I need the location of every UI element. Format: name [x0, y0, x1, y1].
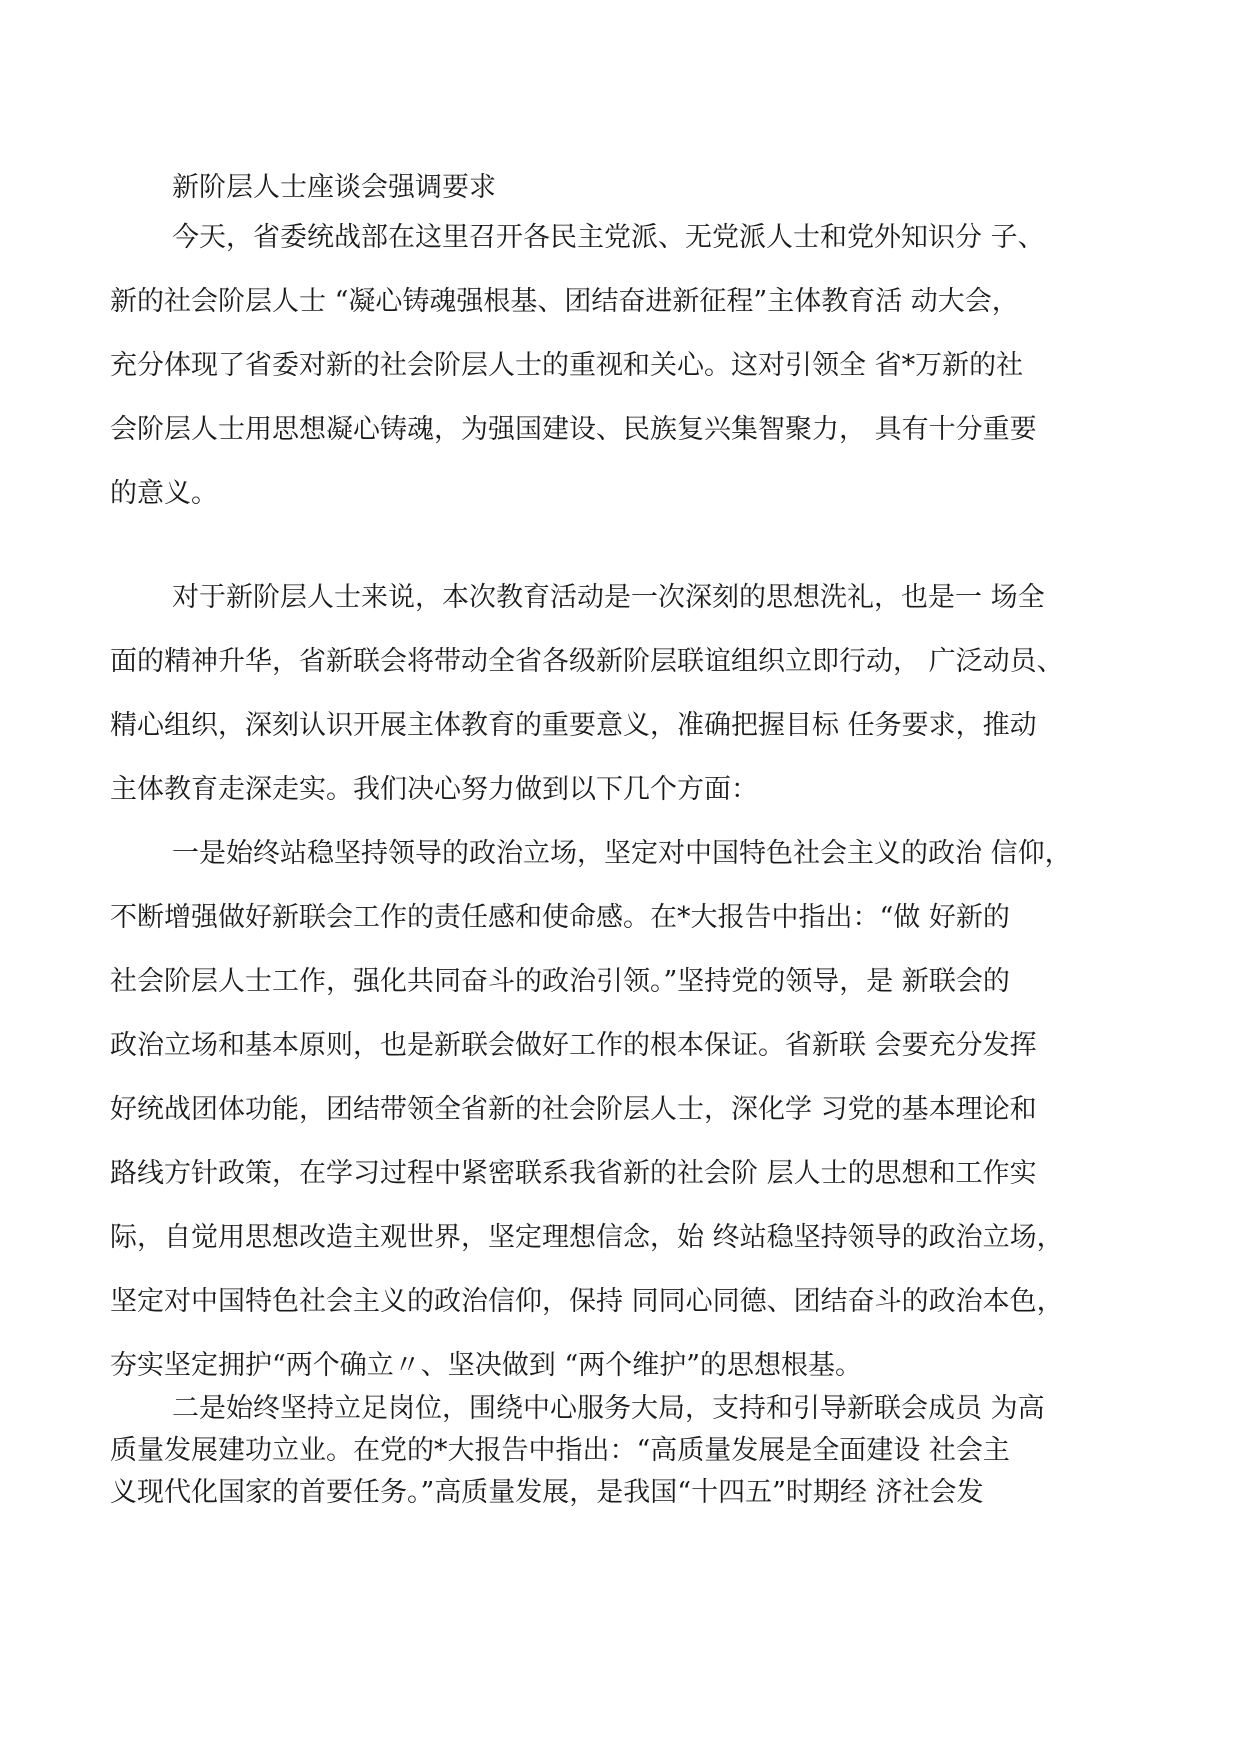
text-line: 夯实坚定拥护“两个确立〃、坚决做到 “两个维护”的思想根基。: [110, 1350, 862, 1381]
text-line: 路线方针政策，在学习过程中紧密联系我省新的社会阶 层人士的思想和工作实: [110, 1158, 1037, 1189]
text-line: 的意义。: [110, 478, 218, 509]
text-line: 政治立场和基本原则，也是新联会做好工作的根本保证。省新联 会要充分发挥: [110, 1030, 1037, 1061]
text-line: 义现代化国家的首要任务。”高质量发展，是我国“十四五”时期经 济社会发: [110, 1477, 984, 1508]
paragraph-3: [110, 822, 1130, 1398]
text-line: 社会阶层人士工作，强化共同奋斗的政治引领。”坚持党的领导，是 新联会的: [110, 966, 1010, 997]
text-line: 际，自觉用思想改造主观世界，坚定理想信念，始 终站稳坚持领导的政治立场，: [110, 1222, 1064, 1253]
text-line: 坚定对中国特色社会主义的政治信仰，保持 同同心同德、团结奋斗的政治本色，: [110, 1286, 1064, 1317]
text-line: 二是始终坚持立足岗位，围绕中心服务大局，支持和引导新联会成员 为高: [172, 1393, 1045, 1424]
document-title: 新阶层人士座谈会强调要求: [172, 172, 496, 203]
paragraph-4: [110, 1388, 1130, 1514]
text-line: 精心组织，深刻认识开展主体教育的重要意义，准确把握目标 任务要求，推动: [110, 710, 1037, 741]
text-line: 充分体现了省委对新的社会阶层人士的重视和关心。这对引领全 省*万新的社: [110, 350, 1024, 381]
text-line: 新的社会阶层人士 “凝心铸魂强根基、团结奋进新征程”主体教育活 动大会，: [110, 286, 1019, 317]
text-line: 好统战团体功能，团结带领全省新的社会阶层人士，深化学 习党的基本理论和: [110, 1094, 1037, 1125]
text-line: 会阶层人士用思想凝心铸魂，为强国建设、民族复兴集智聚力， 具有十分重要: [110, 414, 1037, 445]
paragraph-2: [110, 566, 1130, 822]
paragraph-1: [110, 206, 1130, 526]
text-line: 一是始终站稳坚持领导的政治立场，坚定对中国特色社会主义的政治 信仰，: [172, 838, 1072, 869]
text-line: 对于新阶层人士来说，本次教育活动是一次深刻的思想洗礼，也是一 场全: [172, 582, 1045, 613]
text-line: 质量发展建功立业。在党的*大报告中指出：“高质量发展是全面建设 社会主: [110, 1435, 1010, 1466]
text-line: 主体教育走深走实。我们决心努力做到以下几个方面：: [110, 774, 758, 805]
text-line: 今天，省委统战部在这里召开各民主党派、无党派人士和党外知识分 子、: [172, 222, 1045, 253]
text-line: 不断增强做好新联会工作的责任感和使命感。在*大报告中指出：“做 好新的: [110, 902, 1010, 933]
text-line: 面的精神升华，省新联会将带动全省各级新阶层联谊组织立即行动， 广泛动员、: [110, 646, 1064, 677]
